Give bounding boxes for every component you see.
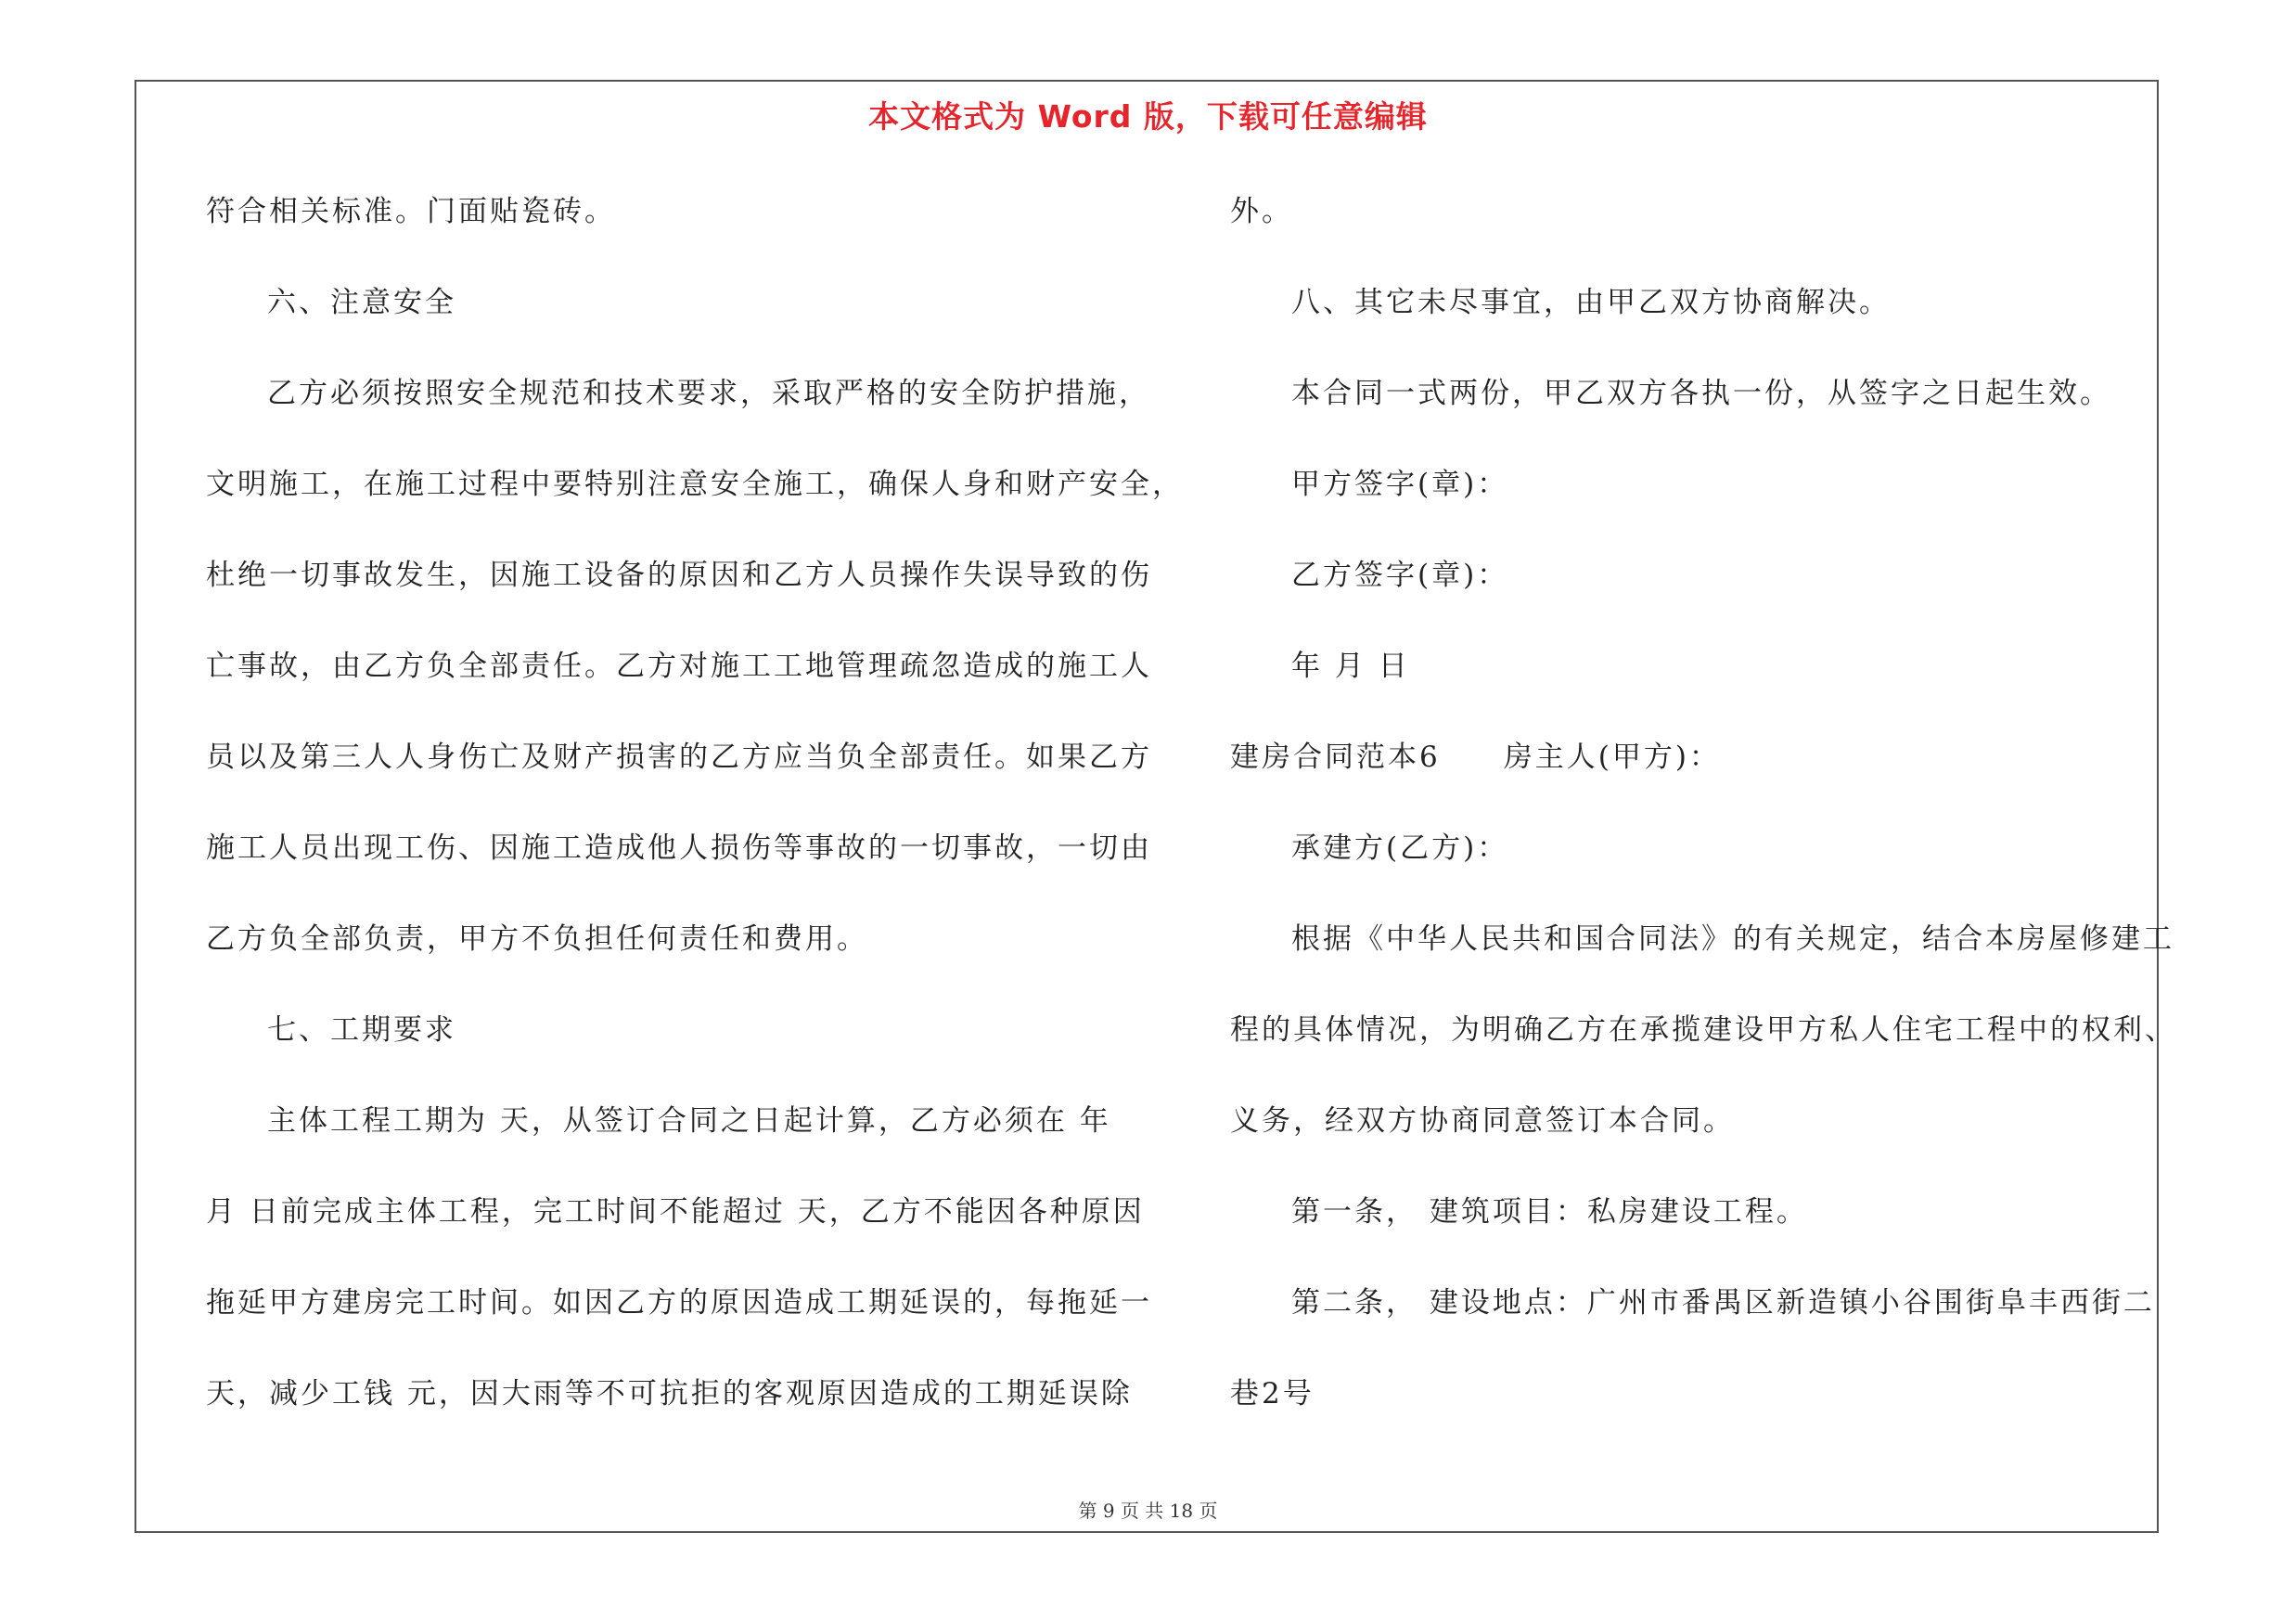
text-line: 第二条， 建设地点：广州市番禺区新造镇小谷围街阜丰西街二 xyxy=(1291,1286,2155,1320)
text-line: 六、注意安全 xyxy=(267,286,456,319)
text-line: 第一条， 建筑项目：私房建设工程。 xyxy=(1291,1195,1808,1229)
text-line: 乙方必须按照安全规范和技术要求，采取严格的安全防护措施， xyxy=(267,377,1150,410)
text-line: 亡事故，由乙方负全部责任。乙方对施工工地管理疏忽造成的施工人 xyxy=(206,650,1152,683)
left-column xyxy=(206,184,1184,1457)
text-line: 巷2号 xyxy=(1230,1377,1315,1410)
text-line: 文明施工，在施工过程中要特别注意安全施工，确保人身和财产安全， xyxy=(206,468,1184,501)
text-line: 拖延甲方建房完工时间。如因乙方的原因造成工期延误的，每拖延一 xyxy=(206,1286,1152,1320)
text-line: 施工人员出现工伤、因施工造成他人损伤等事故的一切事故，一切由 xyxy=(206,831,1152,865)
text-line: 天，减少工钱 元，因大雨等不可抗拒的客观原因造成的工期延误除 xyxy=(206,1377,1133,1410)
text-line: 承建方(乙方)： xyxy=(1291,831,1509,865)
right-column xyxy=(1230,184,2176,1457)
text-line: 建房合同范本6 房主人(甲方)： xyxy=(1230,741,1721,774)
text-line: 乙方负全部负责，甲方不负担任何责任和费用。 xyxy=(206,922,868,956)
text-line: 甲方签字(章)： xyxy=(1291,468,1509,501)
text-line: 员以及第三人人身伤亡及财产损害的乙方应当负全部责任。如果乙方 xyxy=(206,741,1152,774)
text-line: 义务，经双方协商同意签订本合同。 xyxy=(1230,1104,1735,1138)
format-banner: 本文格式为 Word 版，下载可任意编辑 xyxy=(868,98,1428,135)
text-line: 七、工期要求 xyxy=(267,1013,456,1047)
text-line: 年 月 日 xyxy=(1291,650,1410,683)
text-line: 符合相关标准。门面贴瓷砖。 xyxy=(206,195,616,228)
text-line: 根据《中华人民共和国合同法》的有关规定，结合本房屋修建工 xyxy=(1291,922,2174,956)
text-line: 主体工程工期为 天，从签订合同之日起计算，乙方必须在 年 xyxy=(267,1104,1111,1138)
page-number-footer: 第 9 页 共 18 页 xyxy=(1078,1500,1218,1522)
text-line: 杜绝一切事故发生，因施工设备的原因和乙方人员操作失误导致的伤 xyxy=(206,559,1152,592)
text-line: 乙方签字(章)： xyxy=(1291,559,1509,592)
text-line: 本合同一式两份，甲乙双方各执一份，从签字之日起生效。 xyxy=(1291,377,2111,410)
text-line: 月 日前完成主体工程，完工时间不能超过 天，乙方不能因各种原因 xyxy=(206,1195,1145,1229)
text-line: 八、其它未尽事宜，由甲乙双方协商解决。 xyxy=(1291,286,1891,319)
text-line: 外。 xyxy=(1230,195,1293,228)
text-line: 程的具体情况，为明确乙方在承揽建设甲方私人住宅工程中的权利、 xyxy=(1230,1013,2176,1047)
